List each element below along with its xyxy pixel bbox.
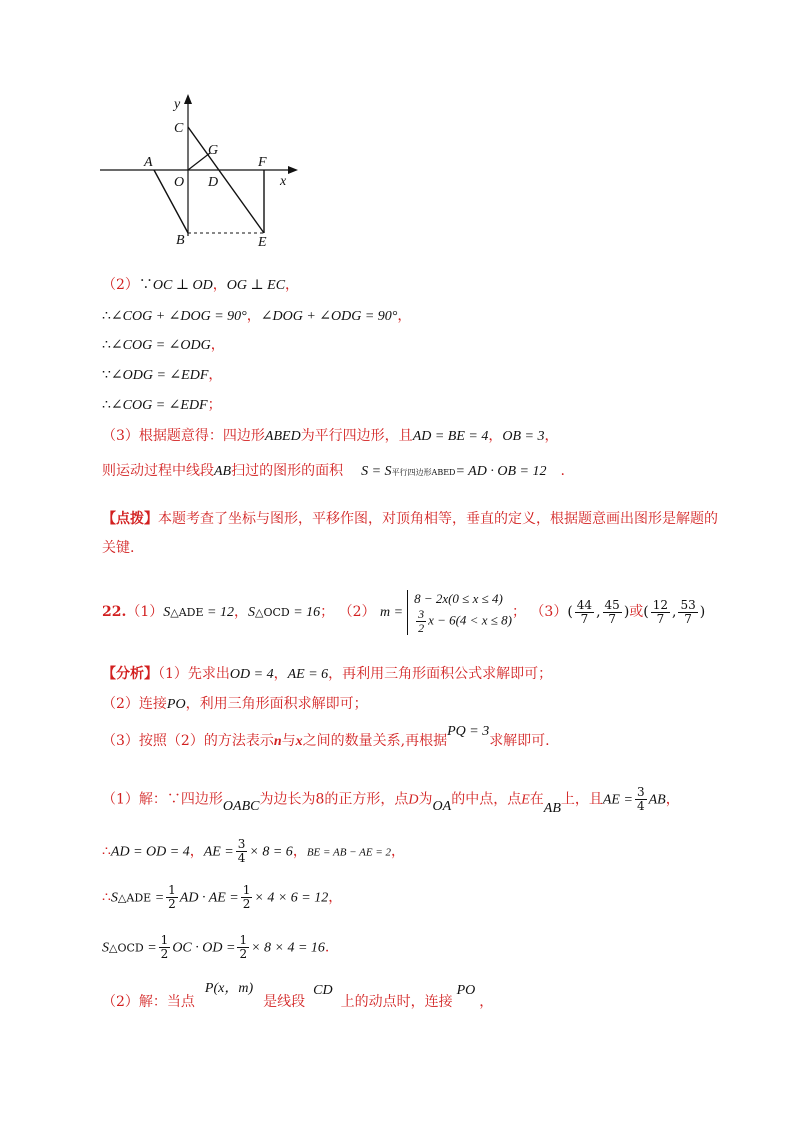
- separator: ，: [285, 277, 300, 293]
- separator: ，: [208, 367, 223, 383]
- area-symbol: S: [163, 605, 171, 620]
- part-number: （1）: [126, 604, 164, 620]
- equation: AE =: [203, 844, 234, 860]
- math-var: x: [295, 734, 303, 749]
- equation: AE = 6: [287, 667, 329, 682]
- segment-OG: [188, 153, 210, 170]
- analysis-line-1: [102, 664, 552, 685]
- text: （2）解：当点: [102, 994, 195, 1010]
- label-F: F: [258, 155, 267, 170]
- equation: AD = OD = 4: [110, 844, 190, 860]
- text: （2）连接: [102, 696, 167, 712]
- equation: OC · OD =: [172, 940, 236, 956]
- equation: ∠COG + ∠DOG = 90°: [110, 309, 247, 324]
- equation: =: [143, 940, 157, 956]
- area-symbol: S: [110, 890, 118, 906]
- analysis-line-2: [102, 694, 368, 715]
- numerator: 3: [636, 785, 645, 799]
- solution-line-3: [102, 884, 342, 911]
- x-axis-arrow-icon: [288, 166, 298, 174]
- denominator: 4: [636, 799, 645, 813]
- separator: ，: [665, 791, 680, 808]
- separator: ，: [292, 843, 307, 860]
- separator: ，: [234, 604, 248, 620]
- text: 则运动过程中线段: [102, 463, 214, 479]
- point-answer-1: ( $\frac{44}{7}$ , $\frac{45}{7}$ ): [567, 597, 630, 626]
- separator: ，: [391, 843, 405, 860]
- part-number: （2）: [338, 604, 376, 620]
- text: （1）解：∵四边形: [102, 791, 223, 808]
- equation: AE =: [602, 792, 633, 808]
- therefore-symbol: ∴: [102, 337, 111, 353]
- separator: .: [560, 463, 565, 479]
- equation: AD = BE = 4: [412, 429, 489, 444]
- equation: ∠COG = ∠ODG: [110, 338, 211, 353]
- numerator: 12: [652, 597, 669, 612]
- part2-line-4: [102, 365, 222, 386]
- equation: =: [151, 890, 165, 906]
- therefore-symbol: ∴: [102, 843, 111, 860]
- text: 上的动点时，连接: [340, 994, 453, 1010]
- equation: OG ⊥ EC: [226, 278, 286, 293]
- label-O: O: [174, 175, 185, 190]
- text: 扫过的图形的面积: [231, 463, 344, 479]
- math-var: E: [521, 792, 530, 808]
- area-symbol: S: [102, 940, 109, 956]
- case-2: [414, 608, 512, 635]
- y-axis-arrow-icon: [184, 94, 192, 104]
- separator: ，: [212, 277, 227, 293]
- part2-line-1: [102, 275, 299, 296]
- math-var: PO: [456, 983, 476, 998]
- text: 为平行四边形，且: [300, 428, 413, 444]
- denominator: 7: [580, 611, 589, 626]
- equation: ∠DOG + ∠ODG = 90°: [260, 309, 398, 324]
- equation: m =: [380, 605, 404, 620]
- math-var: CD: [313, 983, 333, 998]
- q22-answer-line: [102, 582, 705, 642]
- text: 上，且: [560, 791, 603, 808]
- math-var: OA: [432, 798, 452, 814]
- subscript: △ADE: [117, 891, 152, 905]
- text: （3）按照（2）的方法表示: [102, 733, 274, 749]
- equation: OD = 4: [229, 667, 274, 682]
- tip-line-1: [102, 509, 718, 529]
- analysis-line-3: [102, 724, 550, 752]
- separator: .: [324, 939, 330, 956]
- point-expression: P(x，m): [204, 981, 254, 996]
- numerator: 44: [576, 597, 593, 612]
- label-C: C: [174, 121, 184, 136]
- case-1: 8 − 2x(0 ≤ x ≤ 4): [414, 590, 503, 606]
- denominator: 2: [242, 897, 251, 911]
- label-E: E: [258, 235, 267, 250]
- text: 是线段: [263, 994, 306, 1010]
- tip-label: 【点拨】: [102, 511, 158, 527]
- separator: ，: [273, 666, 288, 682]
- subscript: △OCD: [255, 606, 290, 619]
- separator: ，: [397, 308, 412, 324]
- text: ，再利用三角形面积公式求解即可；: [328, 666, 553, 682]
- math-var: ABED: [264, 429, 301, 444]
- label-A: A: [144, 155, 153, 170]
- tip-text: 关键.: [102, 540, 135, 556]
- separator: ，: [210, 337, 225, 353]
- equation: = AD · OB = 12: [455, 464, 547, 479]
- area-symbol: S: [248, 605, 255, 620]
- equation: ∠ODG = ∠EDF: [110, 368, 209, 383]
- text: 在: [529, 791, 544, 808]
- point-answer-2: ( $\frac{12}{7}$ , $\frac{53}{7}$ ): [643, 597, 706, 626]
- solution-line-2: [102, 838, 405, 865]
- solution-line-1: [102, 785, 680, 816]
- subscript: △ADE: [170, 606, 204, 619]
- text: 求解即可.: [489, 733, 550, 749]
- equation: = 12: [203, 605, 234, 620]
- equation: ∠COG = ∠EDF: [110, 398, 208, 413]
- text: ，利用三角形面积求解即可；: [185, 696, 368, 712]
- text: 为: [418, 791, 433, 808]
- part3-line-1: [102, 426, 558, 447]
- label-G: G: [208, 143, 219, 158]
- separator: ，: [189, 843, 204, 860]
- subscript: △OCD: [109, 941, 144, 955]
- equation: OB = 3: [502, 429, 545, 444]
- because-symbol: ∵: [138, 277, 153, 293]
- part2-line-5: [102, 395, 222, 416]
- because-symbol: ∵: [102, 367, 111, 383]
- tip-text: 本题考查了坐标与图形，平移作图，对顶角相等，垂直的定义，根据题意画出图形是解题的: [158, 511, 718, 527]
- text: 的中点，点: [451, 791, 522, 808]
- denominator: 7: [608, 611, 616, 626]
- separator: ，: [479, 994, 494, 1010]
- text: 之间的数量关系,再根据: [302, 733, 448, 749]
- text: （1）先求出: [158, 666, 230, 682]
- math-var: n: [273, 734, 282, 749]
- numerator: 1: [239, 933, 248, 947]
- part2-line-2: [102, 306, 411, 327]
- denominator: 2: [239, 947, 248, 961]
- solution-line-5: [102, 981, 494, 1013]
- label-x: x: [280, 174, 287, 189]
- part2-line-3: [102, 335, 225, 356]
- separator: ；: [207, 397, 222, 413]
- denominator: 2: [160, 947, 169, 961]
- numerator: 45: [604, 597, 620, 612]
- denominator: 2: [168, 897, 176, 911]
- separator: ，: [328, 889, 343, 906]
- text: （3）根据题意得：四边形: [102, 428, 265, 444]
- numerator: 3: [237, 837, 246, 851]
- denominator: 2: [418, 620, 425, 635]
- numerator: 3: [418, 606, 425, 621]
- segment-CE: [188, 127, 264, 233]
- question-number: 22.: [102, 604, 127, 620]
- separator: ，: [544, 428, 559, 444]
- math-var: AB: [543, 800, 561, 816]
- separator: ，: [488, 428, 503, 444]
- denominator: 4: [237, 851, 246, 865]
- numerator: 1: [242, 883, 251, 897]
- separator: ，: [246, 308, 261, 324]
- text: 为边长为8的正方形，点: [259, 791, 409, 808]
- equation: BE = AB − AE = 2: [306, 846, 391, 859]
- subscript: 平行四边形ABED: [391, 468, 456, 477]
- denominator: 7: [656, 611, 665, 626]
- math-var: AB: [214, 464, 232, 479]
- equation: × 4 × 6 = 12: [254, 890, 329, 906]
- separator: ；: [320, 604, 335, 620]
- text: 与: [281, 733, 296, 749]
- part3-line-2: [102, 461, 565, 483]
- label-y: y: [174, 97, 181, 112]
- numerator: 1: [160, 933, 169, 947]
- math-var: OABC: [222, 798, 260, 814]
- math-var: PO: [166, 697, 186, 712]
- math-var: AB: [648, 792, 666, 808]
- case-rest: x − 6(4 < x ≤ 8): [428, 611, 512, 627]
- part-number: （3）: [530, 604, 568, 620]
- tip-line-2: [102, 538, 134, 558]
- label-B: B: [176, 233, 185, 248]
- equation: = 16: [289, 605, 321, 620]
- equation: × 8 = 6: [249, 844, 293, 860]
- label-D: D: [208, 175, 219, 190]
- area-symbol: S = S: [361, 464, 392, 479]
- part-number: （2）: [102, 277, 139, 293]
- therefore-symbol: ∴: [102, 308, 111, 324]
- equation: OC ⊥ OD: [152, 278, 213, 293]
- separator: ；: [511, 604, 526, 620]
- math-var: D: [408, 792, 419, 808]
- equation: PQ = 3: [447, 724, 490, 739]
- equation: AD · AE =: [179, 890, 239, 906]
- solution-line-4: [102, 934, 329, 961]
- piecewise-system: [407, 590, 512, 635]
- denominator: 7: [684, 611, 692, 626]
- analysis-label: 【分析】: [102, 666, 158, 682]
- therefore-symbol: ∴: [102, 889, 111, 906]
- geometry-figure: [92, 88, 412, 268]
- equation: × 8 × 4 = 16: [251, 940, 325, 956]
- numerator: 53: [680, 597, 696, 612]
- or-text: 或: [629, 604, 644, 620]
- therefore-symbol: ∴: [102, 397, 111, 413]
- numerator: 1: [168, 883, 176, 897]
